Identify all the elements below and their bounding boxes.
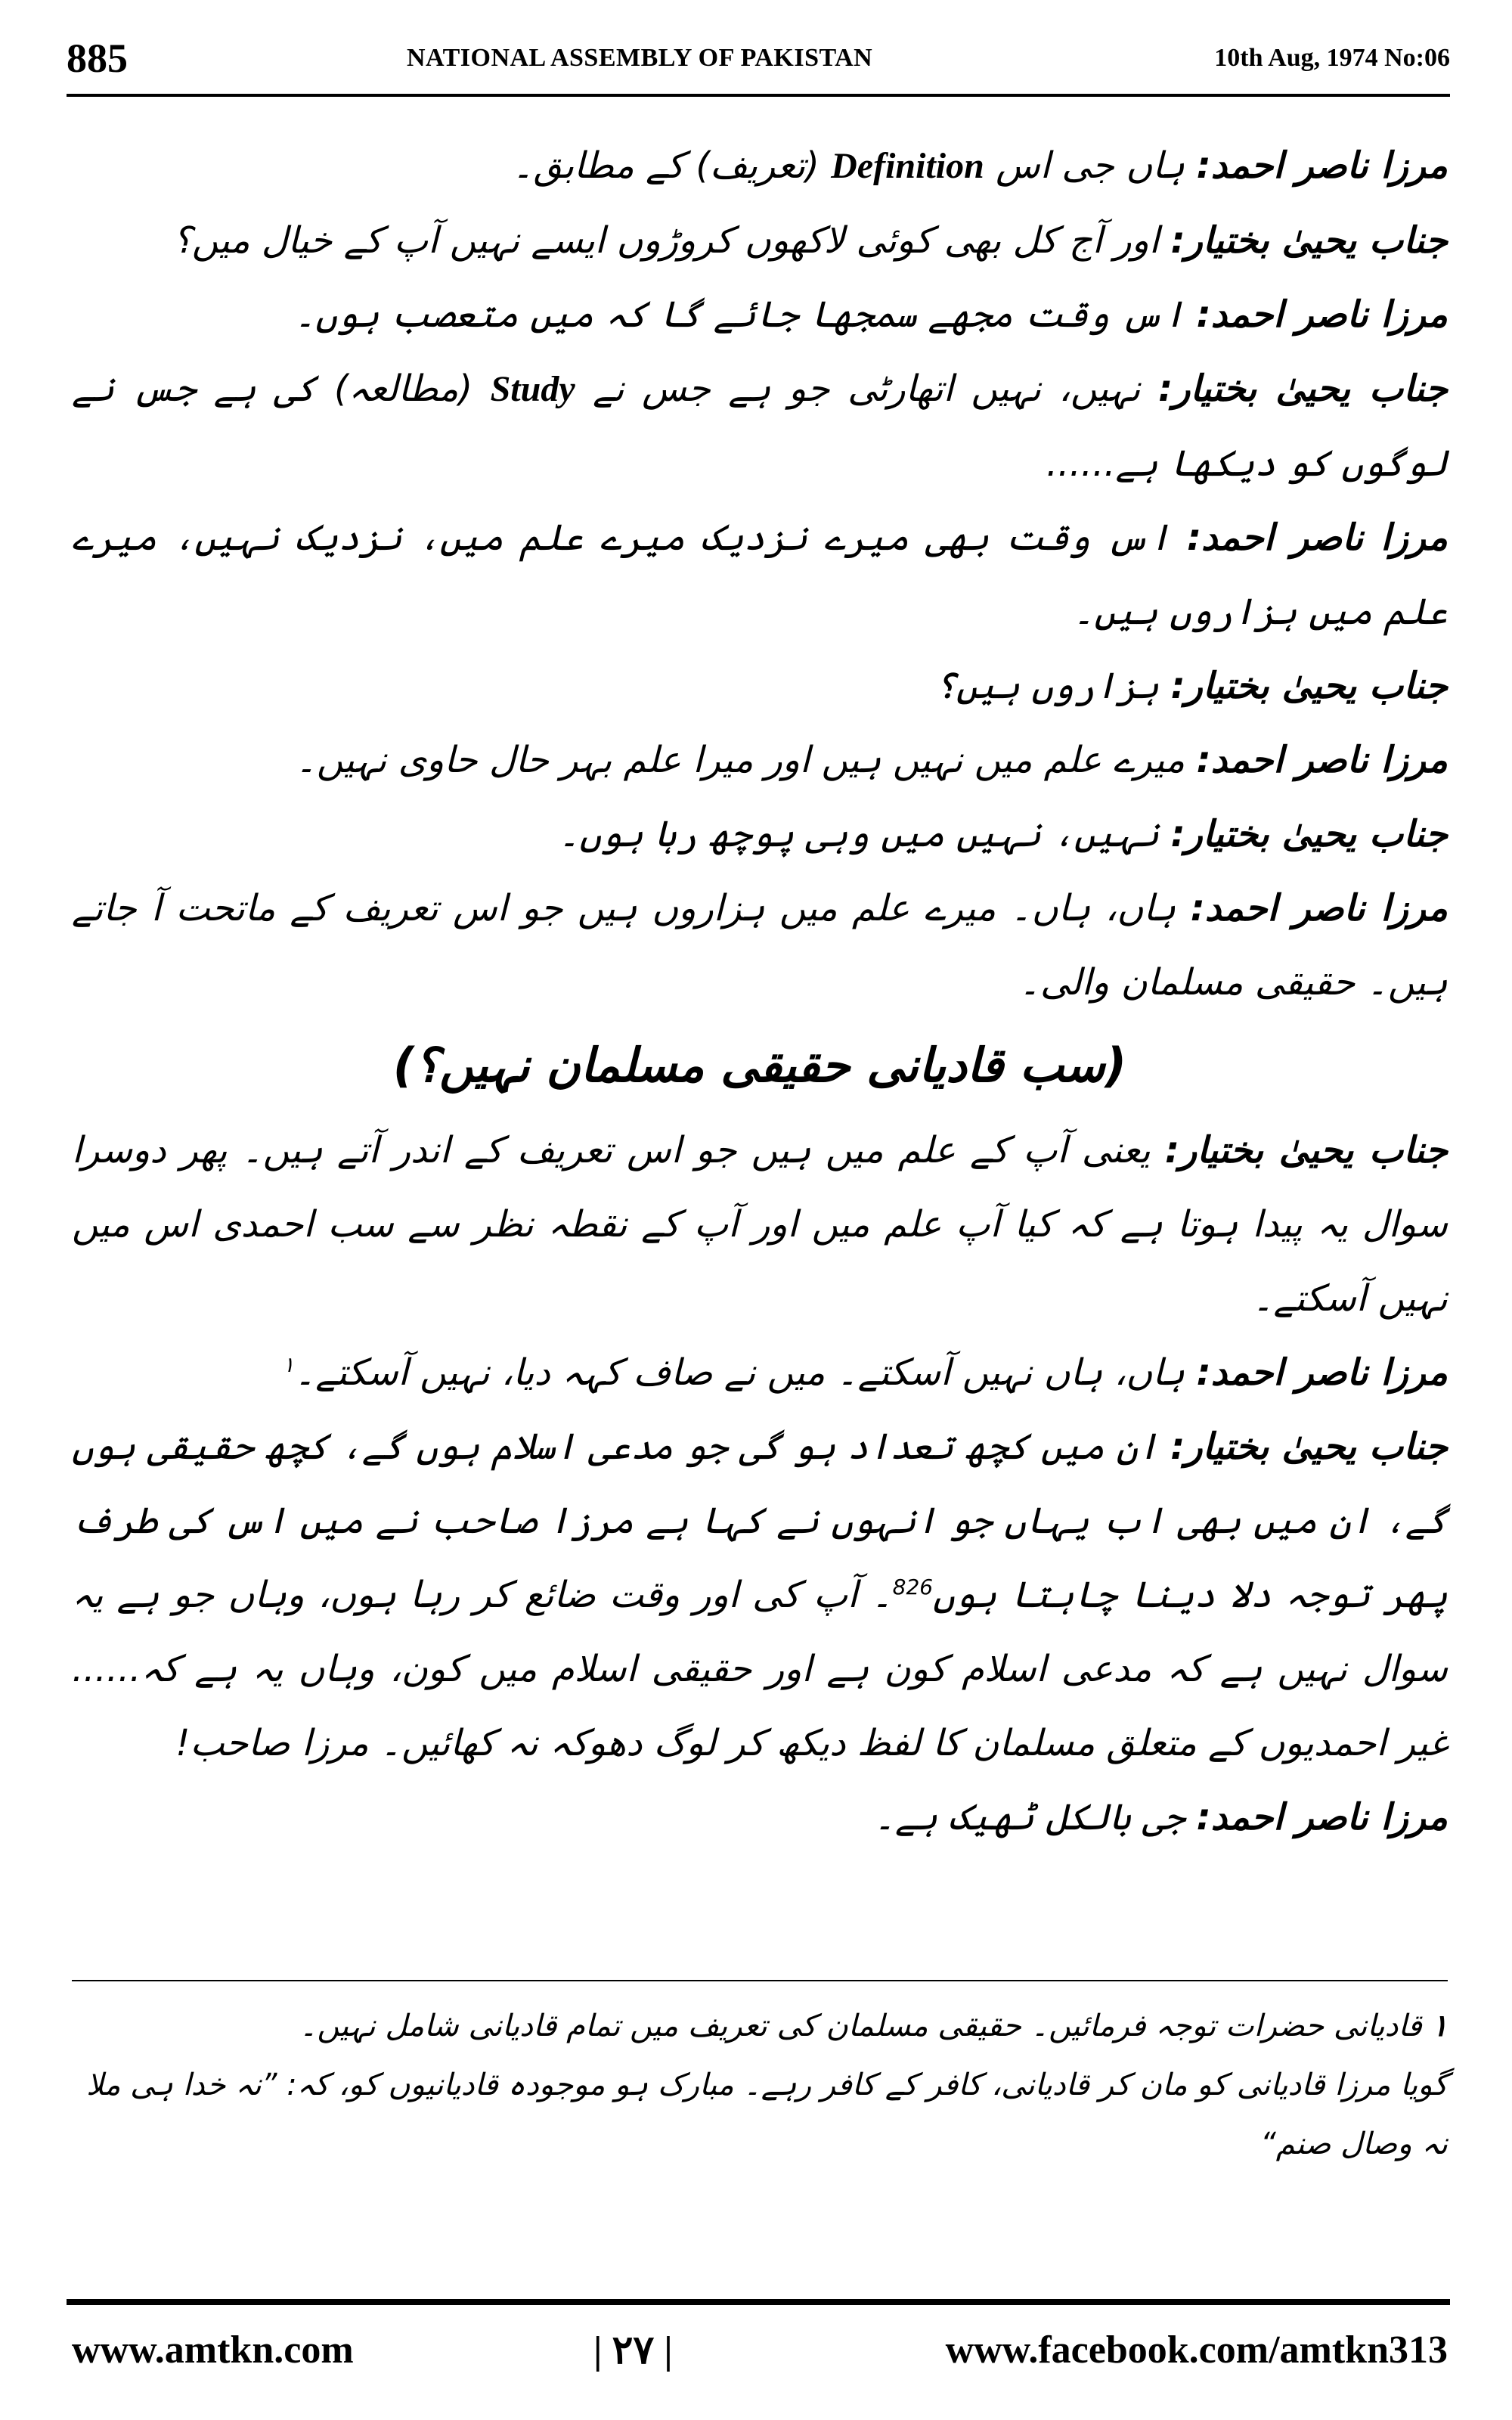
- dialogue-text: میرے علم میں نہیں ہیں اور میرا علم بہر حال حاوی نہیں۔: [295, 739, 1185, 781]
- speaker-mirza: مرزا ناصر احمد:: [1196, 1351, 1448, 1394]
- facebook-link[interactable]: www.facebook.com/amtkn313: [945, 2328, 1448, 2372]
- dialogue-text: ۔ آپ کی اور وقت ضائع کر رہا ہوں، وہاں جو ہے یہ سوال نہیں ہے کہ مدعی اسلام کون ہے اور حقیقی اسلام میں کون، وہاں یہ ہے کہ...... غیر احمدیوں کے متعلق مسلمان کا لفظ دیکھ کر لوگ دھوکہ نہ کھائیں۔ مرزا صاحب!: [72, 1574, 1448, 1764]
- dialogue-line: [72, 723, 1448, 797]
- transcript-body: [72, 129, 1448, 1854]
- page-marker: 826: [892, 1575, 934, 1599]
- dialogue-text: یعنی آپ کے علم میں ہیں جو اس تعریف کے اندر آتے ہیں۔ پھر دوسرا سوال یہ پیدا ہوتا ہے کہ کیا آپ علم میں اور آپ کے نقطہ نظر سے سب احمدی اس میں نہیں آسکتے۔: [72, 1129, 1448, 1320]
- dialogue-text: جی بالکل ٹھیک ہے۔: [873, 1796, 1185, 1838]
- page-footer: [72, 2328, 1448, 2381]
- footnote-line: [72, 2055, 1448, 2173]
- footer-rule: [67, 2299, 1450, 2305]
- header-rule: [67, 94, 1450, 97]
- dialogue-line: [72, 1780, 1448, 1854]
- section-heading: (سب قادیانی حقیقی مسلمان نہیں؟): [392, 1038, 1127, 1093]
- speaker-yahya: جناب یحییٰ بختیار:: [1170, 665, 1448, 707]
- dialogue-line: [72, 1113, 1448, 1336]
- speaker-yahya: جناب یحییٰ بختیار:: [1170, 813, 1448, 855]
- page-header: [67, 33, 1450, 86]
- dialogue-line: [72, 278, 1448, 352]
- dialogue-text: ہاں، ہاں نہیں آسکتے۔ میں نے صاف کہہ دیا، نہیں آسکتے۔: [294, 1351, 1185, 1394]
- dialogue-text: ہاں، ہاں۔ میرے علم میں ہزاروں ہیں جو اس تعریف کے ماتحت آ جاتے ہیں۔ حقیقی مسلمان والی۔: [72, 887, 1448, 1004]
- speaker-mirza: مرزا ناصر احمد:: [1190, 887, 1448, 929]
- dialogue-text: (مطالعہ) کی ہے جس نے لوگوں کو دیکھا ہے......: [72, 368, 1448, 485]
- dialogue-text: ہزاروں ہیں؟: [934, 665, 1160, 707]
- footnotes: [72, 1996, 1448, 2173]
- footnote-rule: [72, 1980, 1448, 1981]
- dialogue-line: [72, 649, 1448, 723]
- footnote-ref: ۱: [283, 1352, 295, 1377]
- dialogue-line: [72, 871, 1448, 1019]
- dialogue-line: [72, 797, 1448, 871]
- page-number: 885: [67, 36, 128, 81]
- dialogue-line: [72, 1410, 1448, 1780]
- dialogue-line: [72, 352, 1448, 501]
- dialogue-text: ہاں جی اس: [996, 144, 1185, 187]
- speaker-mirza: مرزا ناصر احمد:: [1196, 1796, 1448, 1838]
- website-link[interactable]: www.amtkn.com: [72, 2328, 354, 2372]
- dialogue-line: [72, 203, 1448, 278]
- speaker-yahya: جناب یحییٰ بختیار:: [1164, 1129, 1448, 1171]
- header-date: 10th Aug, 1974 No:06: [1214, 44, 1450, 72]
- header-title: NATIONAL ASSEMBLY OF PAKISTAN: [407, 44, 873, 72]
- speaker-mirza: مرزا ناصر احمد:: [1196, 144, 1448, 187]
- footnote-text: قادیانی حضرات توجہ فرمائیں۔ حقیقی مسلمان کی تعریف میں تمام قادیانی شامل نہیں۔: [299, 2009, 1422, 2043]
- dialogue-text: ان میں کچھ تعداد ہو گی جو مدعی اسلام ہوں گے، کچھ حقیقی ہوں گے، ان میں بھی اب یہاں جو انہوں نے کہا ہے مرزا صاحب نے میں اس کی طرف پھر توجہ دلا دینا چاہتا ہوں: [72, 1426, 1448, 1616]
- dialogue-text: نہیں، نہیں میں وہی پوچھ رہا ہوں۔: [558, 813, 1160, 855]
- footnote-text: گویا مرزا قادیانی کو مان کر قادیانی، کافر کے کافر رہے۔ مبارک ہو موجودہ قادیانیوں کو، کہ: ”نہ خدا ہی ملا نہ وصال صنم“: [86, 2068, 1448, 2161]
- speaker-mirza: مرزا ناصر احمد:: [1196, 293, 1448, 336]
- english-term: Definition: [831, 146, 984, 186]
- footnote-marker: ۱: [1431, 2009, 1448, 2043]
- speaker-mirza: مرزا ناصر احمد:: [1196, 739, 1448, 781]
- dialogue-text: اور آج کل بھی کوئی لاکھوں کروڑوں ایسے نہیں آپ کے خیال میں؟: [172, 219, 1160, 262]
- footnote-line: [72, 1996, 1448, 2055]
- dialogue-line: [72, 129, 1448, 203]
- dialogue-text: اس وقت مجھے سمجھا جائے گا کہ میں متعصب ہوں۔: [294, 293, 1185, 336]
- dialogue-text: نہیں، نہیں اتھارٹی جو ہے جس نے: [593, 368, 1141, 410]
- speaker-mirza: مرزا ناصر احمد:: [1186, 517, 1448, 559]
- english-term: Study: [490, 369, 575, 409]
- dialogue-line: [72, 501, 1448, 649]
- dialogue-line: [72, 1336, 1448, 1410]
- speaker-yahya: جناب یحییٰ بختیار:: [1170, 1426, 1448, 1468]
- footer-page-number: | ۲۷ |: [593, 2329, 673, 2372]
- dialogue-text: اس وقت بھی میرے نزدیک میرے علم میں، نزدیک نہیں، میرے علم میں ہزاروں ہیں۔: [72, 517, 1448, 633]
- speaker-yahya: جناب یحییٰ بختیار:: [1158, 368, 1448, 410]
- dialogue-text: (تعریف) کے مطابق۔: [512, 144, 820, 187]
- speaker-yahya: جناب یحییٰ بختیار:: [1170, 219, 1448, 262]
